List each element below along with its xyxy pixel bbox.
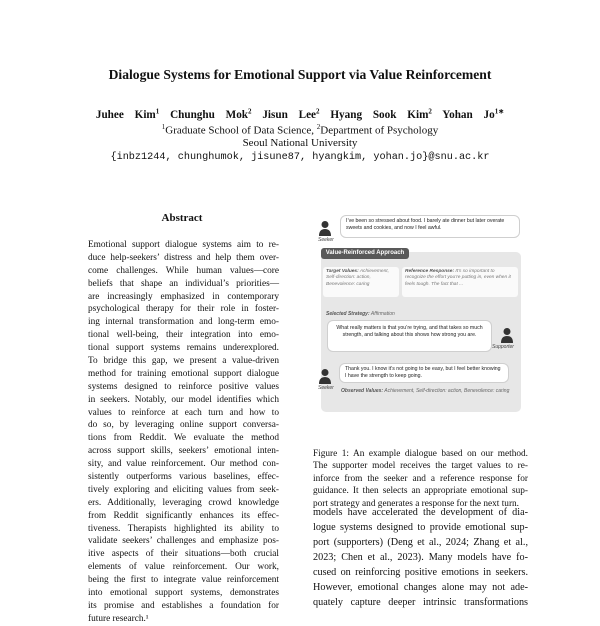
author: Yohan $Jo^{1∗}$ [442,107,505,121]
abstract-line: ing internal transformation and long-term emo- [88,317,279,328]
approach-title: Value-Reinforced Approach [321,248,409,259]
abstract-line: method for training emotional support dialogue [88,368,279,379]
caption-line: guidance. It then selects an appropriate emotional sup- [313,486,528,497]
seeker-reply-bubble: Thank you. I know it’s not going to be easy, but I feel better knowing I have the strength to keep going. [339,363,509,383]
abstract-line: duce help-seekers’ distress and help them over- [88,252,279,263]
abstract-line: into emotional support systems, demonstrates [88,588,279,599]
abstract-line: being the first to integrate value reinforcement [88,575,279,586]
abstract-line: in seekers. Notably, our model identifies which [88,394,279,405]
seeker-label: Seeker [318,385,334,391]
seeker-avatar-icon [318,220,332,236]
abstract-body [88,239,279,626]
abstract-line: values to reinforce at each turn and how to [88,407,279,418]
supporter-message-bubble: What really matters is that you’re trying, and that takes so much strength, and talking about this shows how strong you are. [327,320,492,352]
body-line: logue systems designed to provide emotional sup- [313,522,528,533]
abstract-line: future research.¹ [88,613,149,624]
paper-title: Dialogue Systems for Emotional Support via Value Reinforcement [108,67,492,82]
abstract-line: come challenges. While human values—core [88,265,279,276]
seeker-label: Seeker [318,237,334,243]
abstract-line: tively exploring and eliciting values from seek- [88,484,279,495]
abstract-line: tional well-being, their integration into emo- [88,330,279,341]
caption-line: The supporter model receives the target values to re- [313,461,528,472]
caption-line: inforce from the seeker and a reference response for [313,473,528,484]
seeker-avatar-icon [318,368,332,384]
figure-1 [313,210,528,425]
observed-values: Observed Values: Achievement, Self-direction: action, Benevolence: caring [341,388,510,394]
reference-response-box: Reference Response: It’s so important to recognize the effort you’re putting in, even when it feels tough. The fact that ... [402,267,518,297]
body-line: cused on reinforcing positive emotions in seekers. [313,567,528,578]
abstract-line: from Reddit significantly enhances its effec- [88,510,279,521]
abstract-line: To bridge this gap, we present a value-driven [88,356,279,367]
abstract-line: across support skills, seekers’ emotional inten- [88,446,279,457]
caption-line: Figure 1: An example dialogue based on our method. [313,449,528,459]
author-emails: {inbz1244, chunghumok, jisune87, hyangkim, yohan.jo}@snu.ac.kr [110,152,490,163]
author: Juhee Kim$^1$ [95,107,160,121]
abstract-line: its promise and establishes a foundation for [88,600,279,611]
affiliation-line: $^1$Graduate School of Data Science, $^2$Department of Psychology [161,123,439,137]
supporter-label: Supporter [492,344,514,350]
author: Chunghu Mok$^2$ [170,107,252,121]
abstract-line: ers. Additionally, leveraging crowd knowledge [88,497,279,508]
abstract-line: tional support systems remains underexplored. [88,343,279,354]
body-text [313,505,528,610]
author-list [0,107,600,121]
abstract-heading: Abstract [161,212,203,224]
abstract-line: elements of value reinforcement. Our work, [88,562,279,573]
supporter-avatar-icon [500,327,514,343]
abstract-line: are increasingly emphasized in contemporary [88,291,279,302]
body-line: quately capture deeper intrinsic transformations [313,597,528,608]
abstract-line: beliefs that shape an individual’s priorities— [88,278,279,289]
body-line: However, emotional changes alone may not ade- [313,582,528,593]
abstract-line: validate seekers’ challenges and emphasize pos- [88,536,279,547]
abstract-line: Emotional support dialogue systems aim to re- [88,240,279,250]
abstract-line: tions from Reddit. We evaluate the method [88,433,279,444]
abstract-line: sistently outperforms various baselines, effec- [88,472,279,483]
body-line: 2023; Chen et al., 2023). Many models have fo- [313,552,528,563]
abstract-line: psychological therapy for their role in foster- [88,304,279,315]
abstract-line: systems designed to reinforce positive values [88,381,279,392]
abstract-line: do so, by leveraging online support conversa- [88,420,279,431]
figure-caption [313,448,528,510]
body-line: port (supporters) (Deng et al., 2024; Zhang et al., [313,537,528,548]
abstract-line: itive aspects of their situations—both crucial [88,549,279,560]
abstract-line: sity, and value reinforcement. Our method con- [88,459,279,470]
selected-strategy: Selected Strategy: Affirmation [326,311,395,317]
abstract-line: tiveness. Therapists highlighted its ability to [88,523,279,534]
body-line: models have accelerated the development of dia- [313,507,528,518]
caption-line: port strategy and generates a response for the next turn. [313,498,520,509]
author: Hyang Sook Kim$^2$ [330,107,432,121]
university-name: Seoul National University [242,137,358,149]
target-values-box: Target Values: Achievement, Self-direction: action, Benevolence: caring [323,267,399,297]
seeker-message-bubble: I’ve been so stressed about food. I barely ate dinner but later overate sweets and cookies, and now I feel awful. [340,215,520,238]
author: Jisun Lee$^2$ [262,107,320,121]
